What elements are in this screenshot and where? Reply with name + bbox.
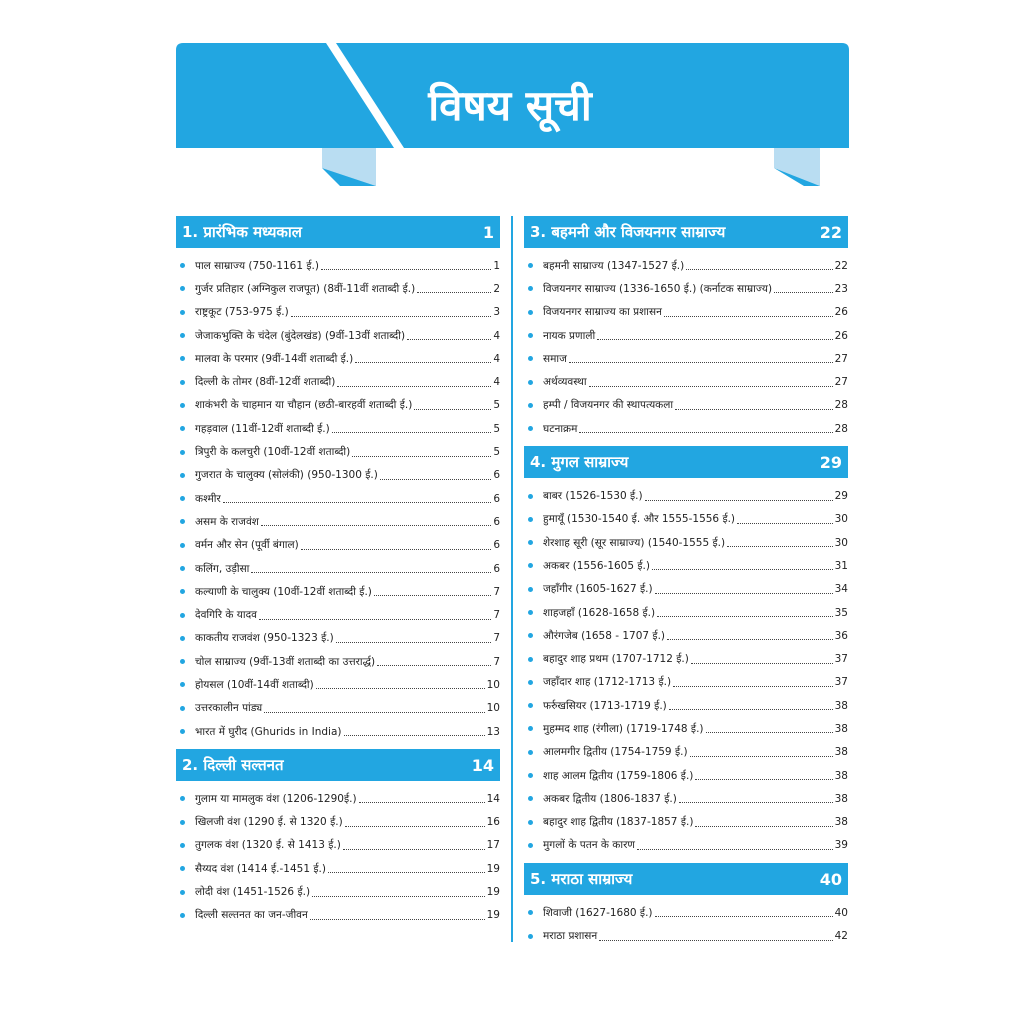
dot-leader bbox=[669, 709, 833, 710]
bullet-icon bbox=[180, 380, 185, 385]
toc-entry-title: गुर्जर प्रतिहार (अग्निकुल राजपूत) (8वीं-11वीं शताब्दी ई.) bbox=[195, 282, 416, 295]
section-page-number: 14 bbox=[471, 755, 494, 775]
bullet-icon bbox=[528, 263, 533, 268]
toc-entry-title: होयसल (10वीं-14वीं शताब्दी) bbox=[195, 678, 314, 691]
dot-leader bbox=[345, 826, 485, 827]
toc-entry-page: 4 bbox=[493, 376, 500, 389]
toc-entry-title: बहादुर शाह द्वितीय (1837-1857 ई.) bbox=[543, 816, 694, 829]
toc-entry-page: 38 bbox=[834, 722, 848, 735]
toc-entry-page: 34 bbox=[834, 583, 848, 596]
bullet-icon bbox=[180, 263, 185, 268]
dot-leader bbox=[657, 616, 833, 617]
dot-leader bbox=[344, 735, 485, 736]
bullet-icon bbox=[528, 633, 533, 638]
dot-leader bbox=[264, 712, 484, 713]
toc-entry-page: 26 bbox=[834, 306, 848, 319]
dot-leader bbox=[414, 409, 491, 410]
toc-entry-title: जहाँगीर (1605-1627 ई.) bbox=[543, 583, 653, 596]
bullet-icon bbox=[528, 310, 533, 315]
page-title: विषय सूची bbox=[428, 81, 592, 130]
toc-entry-page: 38 bbox=[834, 816, 848, 829]
toc-entry bbox=[524, 254, 848, 277]
toc-entry-page: 19 bbox=[486, 886, 500, 899]
toc-entry bbox=[524, 764, 848, 787]
toc-entry-title: कलिंग, उड़ीसा bbox=[195, 562, 250, 575]
bullet-icon bbox=[180, 706, 185, 711]
dot-leader bbox=[343, 849, 485, 850]
toc-entry bbox=[176, 857, 500, 880]
toc-entry-page: 7 bbox=[493, 609, 500, 622]
dot-leader bbox=[251, 572, 491, 573]
toc-entry-title: मालवा के परमार (9वीं-14वीं शताब्दी ई.) bbox=[195, 352, 354, 365]
dot-leader bbox=[569, 362, 833, 363]
dot-leader bbox=[679, 802, 833, 803]
toc-entry-title: बहमनी साम्राज्य (1347-1527 ई.) bbox=[543, 259, 685, 272]
bullet-icon bbox=[528, 934, 533, 939]
dot-leader bbox=[380, 479, 491, 480]
dot-leader bbox=[301, 549, 492, 550]
toc-entry-page: 39 bbox=[834, 839, 848, 852]
toc-entry bbox=[524, 370, 848, 393]
section-page-number: 40 bbox=[819, 869, 842, 889]
toc-entry-page: 6 bbox=[493, 562, 500, 575]
toc-entry-title: तुगलक वंश (1320 ई. से 1413 ई.) bbox=[195, 839, 341, 852]
toc-entry bbox=[176, 787, 500, 810]
dot-leader bbox=[727, 546, 833, 547]
bullet-icon bbox=[528, 750, 533, 755]
toc-entry bbox=[176, 487, 500, 510]
toc-entry-page: 16 bbox=[486, 816, 500, 829]
toc-entry bbox=[524, 787, 848, 810]
bullet-icon bbox=[528, 843, 533, 848]
bullet-icon bbox=[180, 473, 185, 478]
dot-leader bbox=[599, 940, 832, 941]
bullet-icon bbox=[528, 610, 533, 615]
toc-entry-page: 22 bbox=[834, 259, 848, 272]
bullet-icon bbox=[180, 426, 185, 431]
toc-entry bbox=[176, 510, 500, 533]
toc-entry bbox=[524, 601, 848, 624]
toc-entry-page: 29 bbox=[834, 490, 848, 503]
toc-entry bbox=[524, 347, 848, 370]
dot-leader bbox=[312, 896, 485, 897]
toc-entry-title: शेरशाह सूरी (सूर साम्राज्य) (1540-1555 ई.) bbox=[543, 536, 726, 549]
bullet-icon bbox=[180, 913, 185, 918]
toc-entry-title: बाबर (1526-1530 ई.) bbox=[543, 490, 643, 503]
toc-entry-title: लोदी वंश (1451-1526 ई.) bbox=[195, 886, 311, 899]
section-title: 3. बहमनी और विजयनगर साम्राज्य bbox=[530, 223, 726, 241]
toc-entry bbox=[524, 277, 848, 300]
bullet-icon bbox=[528, 703, 533, 708]
section-header bbox=[524, 216, 848, 248]
toc-entry-list bbox=[524, 248, 848, 440]
bullet-icon bbox=[528, 657, 533, 662]
bullet-icon bbox=[528, 820, 533, 825]
toc-entry bbox=[524, 647, 848, 670]
toc-entry-title: खिलजी वंश (1290 ई. से 1320 ई.) bbox=[195, 816, 343, 829]
toc-entry-title: असम के राजवंश bbox=[195, 515, 259, 528]
bullet-icon bbox=[180, 450, 185, 455]
toc-entry bbox=[524, 508, 848, 531]
bullet-icon bbox=[528, 333, 533, 338]
toc-entry-title: कल्याणी के चालुक्य (10वीं-12वीं शताब्दी ई.) bbox=[195, 585, 372, 598]
toc-entry-title: बहादुर शाह प्रथम (1707-1712 ई.) bbox=[543, 653, 689, 666]
toc-entry-page: 5 bbox=[493, 422, 500, 435]
bullet-icon bbox=[180, 543, 185, 548]
toc-entry-title: चोल साम्राज्य (9वीं-13वीं शताब्दी का उत्तरार्द्ध) bbox=[195, 655, 376, 668]
toc-entry bbox=[176, 557, 500, 580]
toc-entry bbox=[524, 901, 848, 924]
toc-entry-page: 4 bbox=[493, 329, 500, 342]
dot-leader bbox=[374, 595, 491, 596]
toc-entry bbox=[176, 301, 500, 324]
bullet-icon bbox=[528, 773, 533, 778]
toc-section bbox=[524, 216, 848, 440]
toc-entry-page: 7 bbox=[493, 585, 500, 598]
bullet-icon bbox=[180, 866, 185, 871]
toc-entry-list bbox=[524, 478, 848, 857]
dot-leader bbox=[310, 919, 485, 920]
toc-entry bbox=[524, 717, 848, 740]
toc-entry-title: घटनाक्रम bbox=[543, 422, 578, 435]
toc-entry bbox=[524, 554, 848, 577]
dot-leader bbox=[316, 688, 485, 689]
toc-section bbox=[524, 863, 848, 948]
toc-entry-title: देवगिरि के यादव bbox=[195, 609, 258, 622]
toc-entry bbox=[524, 578, 848, 601]
toc-entry-page: 38 bbox=[834, 699, 848, 712]
toc-entry-title: दिल्ली सल्तनत का जन-जीवन bbox=[195, 909, 308, 922]
toc-entry bbox=[176, 580, 500, 603]
bullet-icon bbox=[180, 566, 185, 571]
toc-column-left bbox=[176, 216, 500, 927]
bullet-icon bbox=[528, 380, 533, 385]
toc-entry-page: 27 bbox=[834, 376, 848, 389]
toc-entry-page: 37 bbox=[834, 653, 848, 666]
toc-entry-page: 38 bbox=[834, 792, 848, 805]
toc-entry bbox=[524, 531, 848, 554]
bullet-icon bbox=[528, 587, 533, 592]
toc-entry-title: उत्तरकालीन पांड्य bbox=[195, 702, 263, 715]
toc-entry-page: 3 bbox=[493, 306, 500, 319]
dot-leader bbox=[691, 663, 833, 664]
dot-leader bbox=[655, 593, 833, 594]
column-divider bbox=[511, 216, 513, 942]
bullet-icon bbox=[528, 286, 533, 291]
toc-entry-page: 30 bbox=[834, 536, 848, 549]
toc-entry-title: पाल साम्राज्य (750-1161 ई.) bbox=[195, 259, 319, 272]
toc-entry-page: 28 bbox=[834, 422, 848, 435]
toc-entry-title: अर्थव्यवस्था bbox=[543, 376, 587, 389]
dot-leader bbox=[321, 269, 491, 270]
bullet-icon bbox=[528, 796, 533, 801]
section-header bbox=[524, 863, 848, 895]
dot-leader bbox=[637, 849, 833, 850]
toc-entry-title: समाज bbox=[543, 352, 567, 365]
toc-entry bbox=[176, 603, 500, 626]
toc-entry bbox=[176, 394, 500, 417]
toc-entry-page: 23 bbox=[834, 282, 848, 295]
toc-entry-page: 6 bbox=[493, 469, 500, 482]
toc-entry bbox=[524, 301, 848, 324]
toc-entry bbox=[524, 484, 848, 507]
toc-section bbox=[176, 749, 500, 927]
toc-entry-title: मुहम्मद शाह (रंगीला) (1719-1748 ई.) bbox=[543, 722, 704, 735]
toc-entry bbox=[176, 324, 500, 347]
dot-leader bbox=[664, 316, 833, 317]
dot-leader bbox=[695, 779, 832, 780]
bullet-icon bbox=[180, 613, 185, 618]
section-title: 5. मराठा साम्राज्य bbox=[530, 870, 633, 889]
toc-entry-page: 40 bbox=[834, 906, 848, 919]
bullet-icon bbox=[180, 356, 185, 361]
dot-leader bbox=[579, 432, 832, 433]
toc-entry-page: 28 bbox=[834, 399, 848, 412]
dot-leader bbox=[261, 525, 491, 526]
toc-entry-page: 2 bbox=[493, 282, 500, 295]
toc-entry-title: अकबर द्वितीय (1806-1837 ई.) bbox=[543, 792, 677, 805]
section-title: 2. दिल्ली सल्तनत bbox=[182, 756, 284, 775]
toc-entry-page: 26 bbox=[834, 329, 848, 342]
dot-leader bbox=[589, 386, 833, 387]
toc-entry-title: गुजरात के चालुक्य (सोलंकी) (950-1300 ई.) bbox=[195, 469, 378, 482]
toc-entry-title: कश्मीर bbox=[195, 492, 221, 505]
toc-entry-page: 31 bbox=[834, 559, 848, 572]
toc-entry bbox=[524, 741, 848, 764]
toc-entry-page: 38 bbox=[834, 746, 848, 759]
toc-entry-title: गहड़वाल (11वीं-12वीं शताब्दी ई.) bbox=[195, 422, 330, 435]
toc-entry-title: जेजाकभुक्ति के चंदेल (बुंदेलखंड) (9वीं-13वीं शताब्दी) bbox=[195, 329, 406, 342]
toc-section bbox=[176, 216, 500, 743]
toc-entry bbox=[176, 534, 500, 557]
toc-entry-title: औरंगजेब (1658 - 1707 ई.) bbox=[543, 629, 666, 642]
section-header bbox=[176, 749, 500, 781]
section-page-number: 22 bbox=[819, 222, 842, 242]
dot-leader bbox=[690, 756, 833, 757]
toc-entry-page: 6 bbox=[493, 515, 500, 528]
toc-entry-page: 14 bbox=[486, 792, 500, 805]
dot-leader bbox=[337, 386, 491, 387]
toc-entry-title: काकतीय राजवंश (950-1323 ई.) bbox=[195, 632, 334, 645]
toc-section bbox=[524, 446, 848, 857]
toc-entry-title: शाहजहाँ (1628-1658 ई.) bbox=[543, 606, 656, 619]
toc-entry bbox=[176, 904, 500, 927]
toc-entry-title: मुगलों के पतन के कारण bbox=[543, 839, 635, 852]
toc-column-right bbox=[524, 216, 848, 948]
toc-entry bbox=[524, 394, 848, 417]
bullet-icon bbox=[180, 333, 185, 338]
dot-leader bbox=[223, 502, 491, 503]
bullet-icon bbox=[528, 563, 533, 568]
bullet-icon bbox=[180, 890, 185, 895]
toc-entry-title: विजयनगर साम्राज्य (1336-1650 ई.) (कर्नाटक साम्राज्य) bbox=[543, 282, 773, 295]
section-header bbox=[176, 216, 500, 248]
toc-entry-title: नायक प्रणाली bbox=[543, 329, 596, 342]
bullet-icon bbox=[528, 356, 533, 361]
toc-entry bbox=[176, 627, 500, 650]
bullet-icon bbox=[180, 729, 185, 734]
toc-entry-page: 38 bbox=[834, 769, 848, 782]
dot-leader bbox=[417, 292, 491, 293]
toc-entry-title: हम्पी / विजयनगर की स्थापत्यकला bbox=[543, 399, 674, 412]
section-header bbox=[524, 446, 848, 478]
toc-entry-page: 7 bbox=[493, 655, 500, 668]
bullet-icon bbox=[180, 636, 185, 641]
toc-entry-page: 42 bbox=[834, 930, 848, 943]
bullet-icon bbox=[528, 426, 533, 431]
toc-entry-page: 5 bbox=[493, 399, 500, 412]
dot-leader bbox=[774, 292, 833, 293]
bullet-icon bbox=[180, 682, 185, 687]
toc-entry-page: 7 bbox=[493, 632, 500, 645]
toc-entry-title: सैय्यद वंश (1414 ई.-1451 ई.) bbox=[195, 862, 326, 875]
bullet-icon bbox=[180, 519, 185, 524]
toc-entry-page: 35 bbox=[834, 606, 848, 619]
toc-entry bbox=[524, 811, 848, 834]
toc-entry-list bbox=[176, 248, 500, 743]
toc-entry-list bbox=[524, 895, 848, 948]
bullet-icon bbox=[528, 540, 533, 545]
dot-leader bbox=[695, 826, 832, 827]
toc-entry-page: 27 bbox=[834, 352, 848, 365]
toc-entry-title: वर्मन और सेन (पूर्वी बंगाल) bbox=[195, 539, 299, 552]
toc-entry bbox=[524, 694, 848, 717]
toc-entry-title: भारत में घुरीद (Ghurids in India) bbox=[195, 725, 342, 738]
toc-entry bbox=[176, 440, 500, 463]
section-page-number: 29 bbox=[819, 452, 842, 472]
toc-entry bbox=[176, 650, 500, 673]
dot-leader bbox=[359, 802, 485, 803]
section-page-number: 1 bbox=[482, 222, 494, 242]
toc-entry-title: गुलाम या मामलुक वंश (1206-1290ई.) bbox=[195, 792, 357, 805]
dot-leader bbox=[332, 432, 492, 433]
toc-entry bbox=[176, 834, 500, 857]
bullet-icon bbox=[180, 796, 185, 801]
toc-entry-title: शिवाजी (1627-1680 ई.) bbox=[543, 906, 653, 919]
dot-leader bbox=[686, 269, 832, 270]
bullet-icon bbox=[528, 910, 533, 915]
dot-leader bbox=[652, 569, 833, 570]
toc-entry-page: 6 bbox=[493, 492, 500, 505]
bullet-icon bbox=[180, 659, 185, 664]
bullet-icon bbox=[180, 496, 185, 501]
bullet-icon bbox=[528, 403, 533, 408]
toc-entry bbox=[176, 880, 500, 903]
toc-entry-title: मराठा प्रशासन bbox=[543, 930, 598, 943]
toc-entry-title: जहाँदार शाह (1712-1713 ई.) bbox=[543, 676, 672, 689]
dot-leader bbox=[328, 872, 485, 873]
dot-leader bbox=[737, 523, 833, 524]
toc-entry bbox=[524, 671, 848, 694]
toc-entry-page: 19 bbox=[486, 909, 500, 922]
toc-entry-page: 1 bbox=[493, 259, 500, 272]
toc-entry bbox=[176, 417, 500, 440]
dot-leader bbox=[673, 686, 833, 687]
toc-entry-title: राष्ट्रकूट (753-975 ई.) bbox=[195, 306, 289, 319]
toc-entry-title: दिल्ली के तोमर (8वीं-12वीं शताब्दी) bbox=[195, 376, 336, 389]
toc-entry-page: 30 bbox=[834, 513, 848, 526]
dot-leader bbox=[407, 339, 491, 340]
toc-entry-page: 5 bbox=[493, 446, 500, 459]
toc-entry bbox=[176, 464, 500, 487]
dot-leader bbox=[259, 619, 491, 620]
toc-entry-title: अकबर (1556-1605 ई.) bbox=[543, 559, 650, 572]
toc-entry-page: 10 bbox=[486, 702, 500, 715]
dot-leader bbox=[706, 732, 833, 733]
toc-entry-page: 10 bbox=[486, 678, 500, 691]
toc-entry-page: 4 bbox=[493, 352, 500, 365]
toc-entry bbox=[524, 417, 848, 440]
bullet-icon bbox=[180, 589, 185, 594]
toc-entry bbox=[176, 697, 500, 720]
toc-entry bbox=[176, 720, 500, 743]
dot-leader bbox=[355, 362, 491, 363]
section-title: 4. मुगल साम्राज्य bbox=[530, 453, 629, 472]
dot-leader bbox=[655, 916, 833, 917]
bullet-icon bbox=[528, 726, 533, 731]
bullet-icon bbox=[528, 494, 533, 499]
toc-entry-title: त्रिपुरी के कलचुरी (10वीं-12वीं शताब्दी) bbox=[195, 446, 351, 459]
toc-entry bbox=[176, 277, 500, 300]
dot-leader bbox=[352, 456, 491, 457]
toc-entry-title: फर्रुखसियर (1713-1719 ई.) bbox=[543, 699, 667, 712]
toc-entry-page: 6 bbox=[493, 539, 500, 552]
toc-entry bbox=[176, 811, 500, 834]
dot-leader bbox=[291, 316, 492, 317]
toc-entry-title: हुमायूँ (1530-1540 ई. और 1555-1556 ई.) bbox=[543, 513, 736, 526]
title-banner bbox=[0, 0, 1024, 200]
bullet-icon bbox=[180, 286, 185, 291]
toc-entry-page: 36 bbox=[834, 629, 848, 642]
dot-leader bbox=[667, 639, 833, 640]
section-title: 1. प्रारंभिक मध्यकाल bbox=[182, 223, 302, 241]
toc-entry-page: 13 bbox=[486, 725, 500, 738]
toc-entry bbox=[176, 254, 500, 277]
bullet-icon bbox=[180, 843, 185, 848]
toc-entry bbox=[176, 370, 500, 393]
dot-leader bbox=[336, 642, 492, 643]
toc-entry bbox=[524, 834, 848, 857]
toc-entry-title: आलमगीर द्वितीय (1754-1759 ई.) bbox=[543, 746, 688, 759]
toc-entry bbox=[524, 324, 848, 347]
bullet-icon bbox=[180, 820, 185, 825]
toc-entry-title: शाकंभरी के चाहमान या चौहान (छठी-बारहवीं शताब्दी ई.) bbox=[195, 399, 413, 412]
toc-entry-page: 37 bbox=[834, 676, 848, 689]
bullet-icon bbox=[180, 310, 185, 315]
toc-entry bbox=[176, 673, 500, 696]
dot-leader bbox=[377, 665, 491, 666]
toc-entry-title: शाह आलम द्वितीय (1759-1806 ई.) bbox=[543, 769, 694, 782]
toc-entry bbox=[176, 347, 500, 370]
toc-entry-page: 17 bbox=[486, 839, 500, 852]
bullet-icon bbox=[180, 403, 185, 408]
dot-leader bbox=[597, 339, 832, 340]
toc-entry bbox=[524, 924, 848, 947]
dot-leader bbox=[645, 500, 833, 501]
toc-entry-list bbox=[176, 781, 500, 927]
dot-leader bbox=[675, 409, 833, 410]
toc-entry-page: 19 bbox=[486, 862, 500, 875]
bullet-icon bbox=[528, 680, 533, 685]
toc-entry bbox=[524, 624, 848, 647]
bullet-icon bbox=[528, 517, 533, 522]
toc-entry-title: विजयनगर साम्राज्य का प्रशासन bbox=[543, 306, 662, 319]
